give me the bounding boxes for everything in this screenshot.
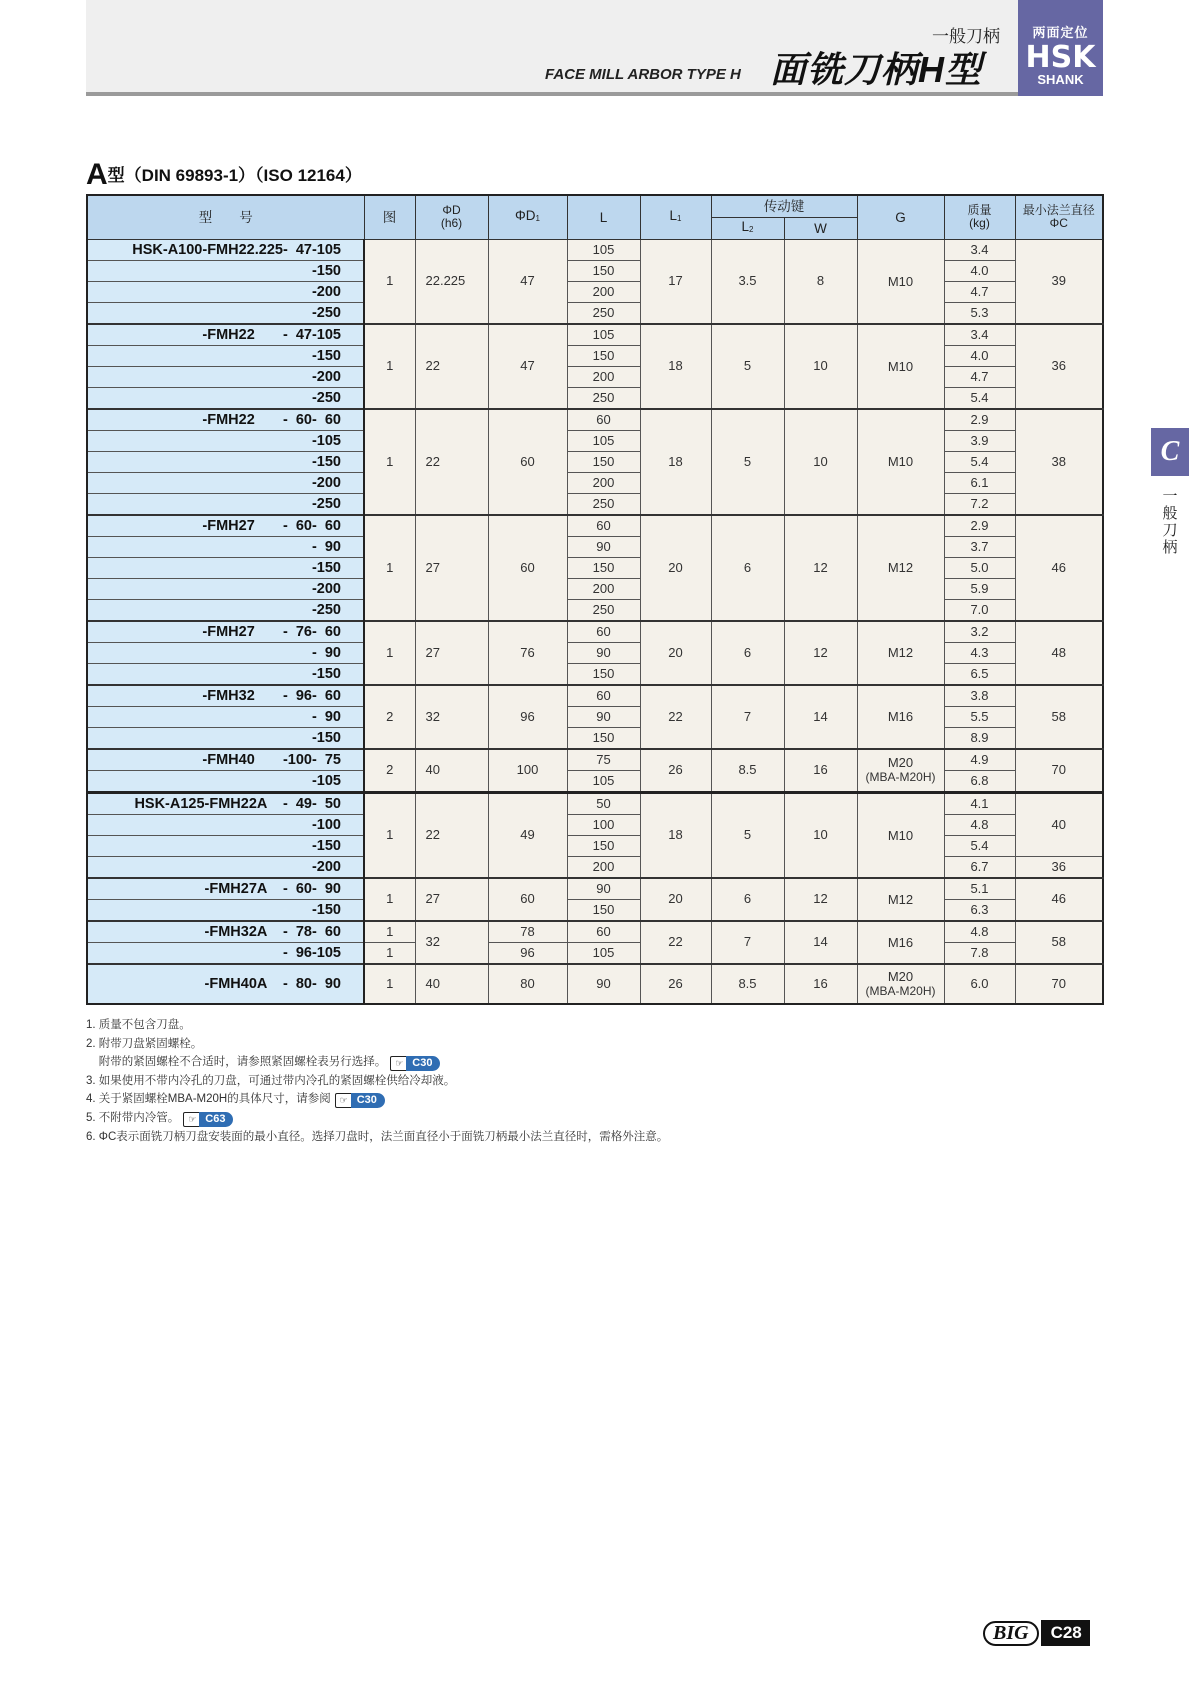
- mass-cell: 2.9: [944, 515, 1015, 537]
- col-L2: L2: [711, 217, 784, 239]
- mass-cell: 5.4: [944, 387, 1015, 409]
- table-row: [87, 260, 1103, 281]
- L-cell: 75: [567, 749, 640, 771]
- note-text: 5. 不附带内冷管。: [86, 1111, 180, 1124]
- badge-top: 两面定位: [1032, 25, 1089, 40]
- phiD1-cell: 78: [488, 921, 567, 943]
- note-text: 4. 关于紧固螺栓MBA-M20H的具体尺寸，请参阅: [86, 1093, 331, 1106]
- note-text: 2. 附带刀盘紧固螺栓。: [86, 1037, 203, 1050]
- mass-cell: 6.5: [944, 663, 1015, 685]
- fig-cell: 1: [364, 239, 415, 324]
- L-cell: 90: [567, 964, 640, 1004]
- L2-cell: 8.5: [711, 964, 784, 1004]
- model-cell: - 90: [87, 706, 364, 727]
- col-fig: 图: [364, 195, 415, 239]
- mass-cell: 7.0: [944, 599, 1015, 621]
- L-cell: 250: [567, 387, 640, 409]
- phiD-cell: 22: [415, 324, 488, 409]
- phiC-cell: 70: [1015, 749, 1103, 793]
- phiC-cell: 46: [1015, 878, 1103, 921]
- G-cell: M10: [857, 324, 944, 409]
- model-cell: -200: [87, 578, 364, 599]
- table-row: [87, 451, 1103, 472]
- W-cell: 10: [784, 324, 857, 409]
- section-title: [86, 158, 362, 192]
- model-cell: -150: [87, 899, 364, 921]
- phiD-cell: 40: [415, 964, 488, 1004]
- table-row: [87, 324, 1103, 346]
- G-cell: M16: [857, 685, 944, 749]
- L-cell: 90: [567, 706, 640, 727]
- L1-cell: 17: [640, 239, 711, 324]
- notes: [86, 1016, 668, 1146]
- phiD1-cell: 47: [488, 239, 567, 324]
- model-cell: -150: [87, 345, 364, 366]
- mass-cell: 6.8: [944, 770, 1015, 792]
- table-row: [87, 430, 1103, 451]
- table-row: [87, 835, 1103, 856]
- table-row: [87, 515, 1103, 537]
- phiD-cell: 32: [415, 921, 488, 964]
- W-cell: 14: [784, 921, 857, 964]
- mass-cell: 5.0: [944, 557, 1015, 578]
- W-cell: 12: [784, 515, 857, 621]
- L-cell: 250: [567, 302, 640, 324]
- phiC-cell: 46: [1015, 515, 1103, 621]
- L-cell: 105: [567, 942, 640, 964]
- reference-page: C30: [351, 1093, 385, 1108]
- phiD1-cell: 49: [488, 792, 567, 878]
- L2-cell: 7: [711, 921, 784, 964]
- model-cell: -FMH22 - 60- 60: [87, 409, 364, 431]
- table-row: [87, 409, 1103, 431]
- L-cell: 200: [567, 281, 640, 302]
- table-row: [87, 964, 1103, 1004]
- page-reference-link[interactable]: [183, 1110, 233, 1125]
- col-phiD: ΦD (h6): [415, 195, 488, 239]
- phiC-cell: 38: [1015, 409, 1103, 515]
- table-row: [87, 792, 1103, 814]
- L1-cell: 20: [640, 878, 711, 921]
- L1-cell: 22: [640, 921, 711, 964]
- note-item: [86, 1035, 668, 1054]
- table-row: [87, 239, 1103, 260]
- table-row: [87, 366, 1103, 387]
- table-row: [87, 749, 1103, 771]
- table-row: [87, 557, 1103, 578]
- note-text: 1. 质量不包含刀盘。: [86, 1019, 191, 1031]
- W-cell: 16: [784, 749, 857, 793]
- table-row: [87, 642, 1103, 663]
- table-row: [87, 878, 1103, 900]
- model-cell: -105: [87, 430, 364, 451]
- model-cell: -FMH40 -100- 75: [87, 749, 364, 771]
- fig-cell: 1: [364, 921, 415, 943]
- mass-cell: 7.8: [944, 942, 1015, 964]
- L-cell: 150: [567, 835, 640, 856]
- pointing-hand-icon: ☞: [183, 1112, 201, 1127]
- L1-cell: 18: [640, 792, 711, 878]
- mass-cell: 5.4: [944, 835, 1015, 856]
- model-cell: -150: [87, 557, 364, 578]
- L-cell: 200: [567, 856, 640, 878]
- mass-cell: 6.1: [944, 472, 1015, 493]
- table-row: [87, 814, 1103, 835]
- table-row: [87, 706, 1103, 727]
- mass-cell: 4.8: [944, 921, 1015, 943]
- model-cell: -200: [87, 856, 364, 878]
- model-cell: -250: [87, 599, 364, 621]
- model-cell: -200: [87, 366, 364, 387]
- model-cell: - 90: [87, 536, 364, 557]
- L-cell: 90: [567, 642, 640, 663]
- model-cell: -250: [87, 493, 364, 515]
- G-cell: M12: [857, 878, 944, 921]
- L-cell: 200: [567, 578, 640, 599]
- W-cell: 14: [784, 685, 857, 749]
- W-cell: 10: [784, 409, 857, 515]
- L2-cell: 5: [711, 324, 784, 409]
- table-row: [87, 942, 1103, 964]
- table-row: [87, 899, 1103, 921]
- model-cell: -FMH40A - 80- 90: [87, 964, 364, 1004]
- L-cell: 60: [567, 621, 640, 643]
- phiC-cell: 36: [1015, 324, 1103, 409]
- fig-cell: 1: [364, 409, 415, 515]
- page-reference-link[interactable]: [390, 1055, 440, 1070]
- pointing-hand-icon: ☞: [335, 1093, 353, 1108]
- L2-cell: 7: [711, 685, 784, 749]
- col-G: G: [857, 195, 944, 239]
- L-cell: 150: [567, 663, 640, 685]
- L-cell: 150: [567, 557, 640, 578]
- phiD-cell: 27: [415, 515, 488, 621]
- table-body: [87, 239, 1103, 1004]
- phiD-cell: 22: [415, 409, 488, 515]
- mass-cell: 5.1: [944, 878, 1015, 900]
- model-cell: HSK-A100-FMH22.225- 47-105: [87, 239, 364, 260]
- L2-cell: 3.5: [711, 239, 784, 324]
- L1-cell: 26: [640, 749, 711, 793]
- table-header: [87, 195, 1103, 239]
- mass-cell: 3.4: [944, 239, 1015, 260]
- table-row: [87, 685, 1103, 707]
- mass-cell: 3.4: [944, 324, 1015, 346]
- model-cell: -FMH27 - 60- 60: [87, 515, 364, 537]
- reference-page: C30: [406, 1056, 440, 1071]
- L-cell: 250: [567, 493, 640, 515]
- model-cell: -150: [87, 663, 364, 685]
- note-item: [86, 1053, 668, 1072]
- phiD1-cell: 76: [488, 621, 567, 685]
- phiD1-cell: 60: [488, 878, 567, 921]
- phiC-cell: 58: [1015, 921, 1103, 964]
- phiC-cell: 36: [1015, 856, 1103, 878]
- L-cell: 150: [567, 451, 640, 472]
- col-drive-key: 传动键: [711, 195, 857, 217]
- L-cell: 105: [567, 430, 640, 451]
- model-cell: -150: [87, 451, 364, 472]
- model-cell: -FMH22 - 47-105: [87, 324, 364, 346]
- table-row: [87, 387, 1103, 409]
- model-cell: -FMH32 - 96- 60: [87, 685, 364, 707]
- L2-cell: 5: [711, 792, 784, 878]
- L-cell: 90: [567, 536, 640, 557]
- table-row: [87, 856, 1103, 878]
- L-cell: 150: [567, 260, 640, 281]
- table-row: [87, 536, 1103, 557]
- note-item: [86, 1128, 668, 1147]
- W-cell: 12: [784, 621, 857, 685]
- fig-cell: 1: [364, 792, 415, 878]
- mass-cell: 8.9: [944, 727, 1015, 749]
- big-logo: BIG: [983, 1621, 1039, 1646]
- hsk-shank-badge: [1018, 0, 1103, 96]
- model-cell: -150: [87, 727, 364, 749]
- model-cell: -250: [87, 302, 364, 324]
- L-cell: 200: [567, 472, 640, 493]
- phiD1-cell: 96: [488, 942, 567, 964]
- type-suffix: 型: [107, 166, 125, 185]
- phiC-cell: 58: [1015, 685, 1103, 749]
- fig-cell: 1: [364, 878, 415, 921]
- pointing-hand-icon: ☞: [390, 1056, 408, 1071]
- L-cell: 60: [567, 921, 640, 943]
- L1-cell: 22: [640, 685, 711, 749]
- mass-cell: 4.8: [944, 814, 1015, 835]
- page-number: C28: [1041, 1620, 1090, 1646]
- table-row: [87, 493, 1103, 515]
- mass-cell: 5.9: [944, 578, 1015, 599]
- header-title-en: FACE MILL ARBOR TYPE H: [545, 66, 741, 83]
- header-subtitle: 一般刀柄: [932, 27, 1000, 46]
- L-cell: 90: [567, 878, 640, 900]
- table-row: [87, 921, 1103, 943]
- phiD1-cell: 100: [488, 749, 567, 793]
- L-cell: 250: [567, 599, 640, 621]
- L2-cell: 6: [711, 515, 784, 621]
- L1-cell: 20: [640, 621, 711, 685]
- phiC-cell: 40: [1015, 792, 1103, 856]
- L-cell: 150: [567, 727, 640, 749]
- L-cell: 100: [567, 814, 640, 835]
- W-cell: 10: [784, 792, 857, 878]
- fig-cell: 1: [364, 621, 415, 685]
- col-model: 型 号: [87, 195, 364, 239]
- phiD1-cell: 96: [488, 685, 567, 749]
- mass-cell: 2.9: [944, 409, 1015, 431]
- model-cell: -105: [87, 770, 364, 792]
- L-cell: 150: [567, 899, 640, 921]
- L1-cell: 26: [640, 964, 711, 1004]
- col-L1: L1: [640, 195, 711, 239]
- model-cell: -200: [87, 472, 364, 493]
- mass-cell: 5.4: [944, 451, 1015, 472]
- phiD1-cell: 80: [488, 964, 567, 1004]
- L2-cell: 5: [711, 409, 784, 515]
- table-row: [87, 472, 1103, 493]
- G-cell: M12: [857, 515, 944, 621]
- G-cell: M20 (MBA-M20H): [857, 749, 944, 793]
- mass-cell: 3.2: [944, 621, 1015, 643]
- mass-cell: 4.1: [944, 792, 1015, 814]
- col-W: W: [784, 217, 857, 239]
- mass-cell: 6.0: [944, 964, 1015, 1004]
- W-cell: 8: [784, 239, 857, 324]
- page-reference-link[interactable]: [335, 1092, 385, 1107]
- page-title: 面铣刀柄H型: [770, 49, 982, 90]
- phiD-cell: 27: [415, 621, 488, 685]
- model-cell: -FMH27 - 76- 60: [87, 621, 364, 643]
- fig-cell: 1: [364, 964, 415, 1004]
- L2-cell: 8.5: [711, 749, 784, 793]
- table-row: [87, 281, 1103, 302]
- G-cell: M10: [857, 792, 944, 878]
- type-letter: A: [86, 158, 108, 191]
- table-row: [87, 770, 1103, 792]
- table-row: [87, 578, 1103, 599]
- note-item: [86, 1090, 668, 1109]
- G-cell: M20 (MBA-M20H): [857, 964, 944, 1004]
- mass-cell: 4.0: [944, 345, 1015, 366]
- fig-cell: 1: [364, 515, 415, 621]
- L1-cell: 18: [640, 409, 711, 515]
- L1-cell: 18: [640, 324, 711, 409]
- footer: [983, 1620, 1090, 1646]
- side-tab-letter[interactable]: C: [1151, 428, 1189, 476]
- G-cell: M10: [857, 409, 944, 515]
- model-cell: -FMH27A - 60- 90: [87, 878, 364, 900]
- G-cell: M16: [857, 921, 944, 964]
- model-cell: HSK-A125-FMH22A - 49- 50: [87, 792, 364, 814]
- note-text: 6. ΦC表示面铣刀柄刀盘安装面的最小直径。选择刀盘时，法兰面直径小于面铣刀柄最小法兰直径时，需格外注意。: [86, 1130, 669, 1143]
- phiC-cell: 39: [1015, 239, 1103, 324]
- col-phiD1: ΦD1: [488, 195, 567, 239]
- model-cell: -100: [87, 814, 364, 835]
- badge-bottom: SHANK: [1037, 72, 1084, 87]
- mass-cell: 3.7: [944, 536, 1015, 557]
- table-row: [87, 663, 1103, 685]
- model-cell: -200: [87, 281, 364, 302]
- L2-cell: 6: [711, 878, 784, 921]
- W-cell: 16: [784, 964, 857, 1004]
- L-cell: 60: [567, 409, 640, 431]
- phiD1-cell: 60: [488, 515, 567, 621]
- phiD-cell: 40: [415, 749, 488, 793]
- reference-page: C63: [199, 1112, 233, 1127]
- note-item: [86, 1016, 668, 1035]
- col-L: L: [567, 195, 640, 239]
- L-cell: 50: [567, 792, 640, 814]
- L-cell: 105: [567, 239, 640, 260]
- table-row: [87, 621, 1103, 643]
- phiD-cell: 32: [415, 685, 488, 749]
- fig-cell: 2: [364, 749, 415, 793]
- model-cell: -250: [87, 387, 364, 409]
- L2-cell: 6: [711, 621, 784, 685]
- phiD1-cell: 60: [488, 409, 567, 515]
- L-cell: 200: [567, 366, 640, 387]
- L-cell: 60: [567, 515, 640, 537]
- L-cell: 150: [567, 345, 640, 366]
- phiC-cell: 70: [1015, 964, 1103, 1004]
- G-cell: M12: [857, 621, 944, 685]
- L1-cell: 20: [640, 515, 711, 621]
- table-row: [87, 345, 1103, 366]
- model-cell: -FMH32A - 78- 60: [87, 921, 364, 943]
- table-row: [87, 599, 1103, 621]
- spec-table: [86, 194, 1104, 1005]
- mass-cell: 7.2: [944, 493, 1015, 515]
- badge-main: HSK: [1025, 40, 1096, 75]
- fig-cell: 1: [364, 942, 415, 964]
- model-cell: -150: [87, 260, 364, 281]
- phiD-cell: 22.225: [415, 239, 488, 324]
- mass-cell: 4.9: [944, 749, 1015, 771]
- fig-cell: 1: [364, 324, 415, 409]
- note-text: 附带的紧固螺栓不合适时，请参照紧固螺栓表另行选择。: [86, 1056, 387, 1069]
- mass-cell: 4.3: [944, 642, 1015, 663]
- mass-cell: 3.9: [944, 430, 1015, 451]
- G-cell: M10: [857, 239, 944, 324]
- side-tab-label: 一 般 刀 柄: [1162, 488, 1178, 556]
- phiD-cell: 22: [415, 792, 488, 878]
- table-row: [87, 302, 1103, 324]
- L-cell: 105: [567, 324, 640, 346]
- L-cell: 60: [567, 685, 640, 707]
- mass-cell: 3.8: [944, 685, 1015, 707]
- col-min-flange: 最小法兰直径 ΦC: [1015, 195, 1103, 239]
- note-text: 3. 如果使用不带内冷孔的刀盘，可通过带内冷孔的紧固螺栓供给冷却液。: [86, 1074, 456, 1087]
- mass-cell: 6.3: [944, 899, 1015, 921]
- phiD-cell: 27: [415, 878, 488, 921]
- col-mass: 质量 (kg): [944, 195, 1015, 239]
- model-cell: -150: [87, 835, 364, 856]
- phiC-cell: 48: [1015, 621, 1103, 685]
- L-cell: 105: [567, 770, 640, 792]
- mass-cell: 5.3: [944, 302, 1015, 324]
- mass-cell: 6.7: [944, 856, 1015, 878]
- mass-cell: 4.0: [944, 260, 1015, 281]
- phiD1-cell: 47: [488, 324, 567, 409]
- note-item: [86, 1072, 668, 1091]
- standards: （DIN 69893-1）（ISO 12164）: [124, 166, 362, 185]
- mass-cell: 4.7: [944, 366, 1015, 387]
- mass-cell: 5.5: [944, 706, 1015, 727]
- model-cell: - 90: [87, 642, 364, 663]
- W-cell: 12: [784, 878, 857, 921]
- note-item: [86, 1109, 668, 1128]
- model-cell: - 96-105: [87, 942, 364, 964]
- table-row: [87, 727, 1103, 749]
- fig-cell: 2: [364, 685, 415, 749]
- mass-cell: 4.7: [944, 281, 1015, 302]
